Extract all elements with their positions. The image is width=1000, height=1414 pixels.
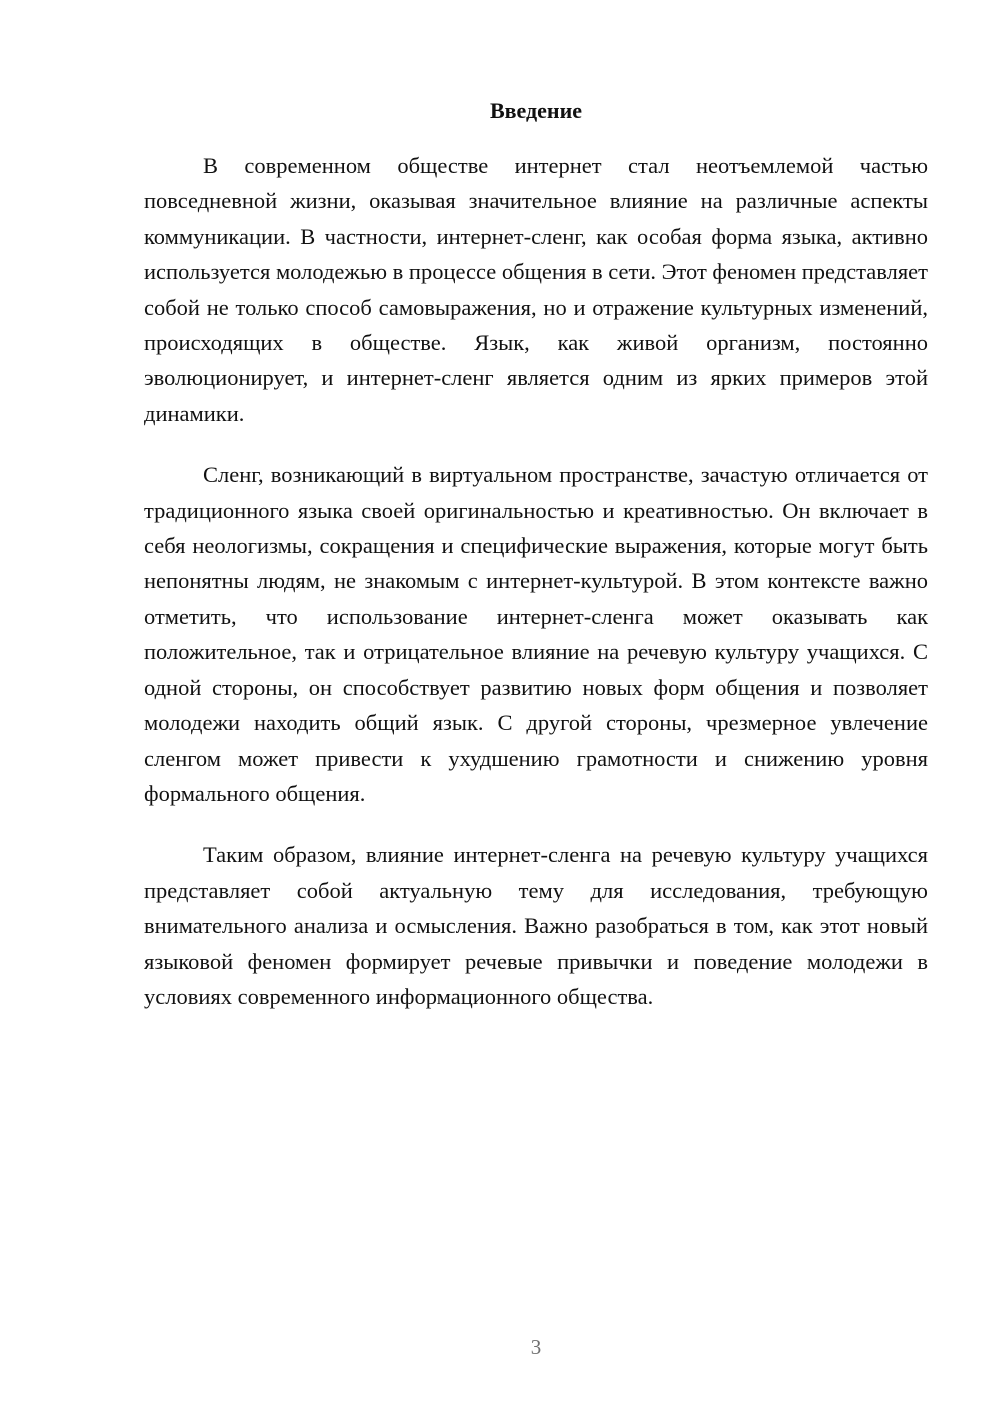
paragraph-1: В современном обществе интернет стал неотъемлемой частью повседневной жизни, оказывая значительное влияние на различные аспекты коммуникации. В частности, интернет-сленг, как особая форма языка, активно используется молодежью в процессе общения в сети. Этот феномен представляет собой не только способ самовыражения, но и отражение культурных изменений, происходящих в обществе. Язык, как живой организм, постоянно эволюционирует, и интернет-сленг является одним из ярких примеров этой динамики. xyxy=(144,153,928,426)
page-number: 3 xyxy=(530,1335,542,1359)
section-heading: Введение xyxy=(489,98,583,123)
page-content xyxy=(144,96,928,1040)
paragraph-3: Таким образом, влияние интернет-сленга на речевую культуру учащихся представляет собой актуальную тему для исследования, требующую внимательного анализа и осмысления. Важно разобраться в том, как этот новый языковой феномен формирует речевые привычки и поведение молодежи в условиях современного информационного общества. xyxy=(144,842,928,1009)
paragraph-2: Сленг, возникающий в виртуальном пространстве, зачастую отличается от традиционного языка своей оригинальностью и креативностью. Он включает в себя неологизмы, сокращения и специфические выражения, которые могут быть непонятны людям, не знакомым с интернет-культурой. В этом контексте важно отметить, что использование интернет-сленга может оказывать как положительное, так и отрицательное влияние на речевую культуру учащихся. С одной стороны, он способствует развитию новых форм общения и позволяет молодежи находить общий язык. С другой стороны, чрезмерное увлечение сленгом может привести к ухудшению грамотности и снижению уровня формального общения. xyxy=(144,462,928,806)
